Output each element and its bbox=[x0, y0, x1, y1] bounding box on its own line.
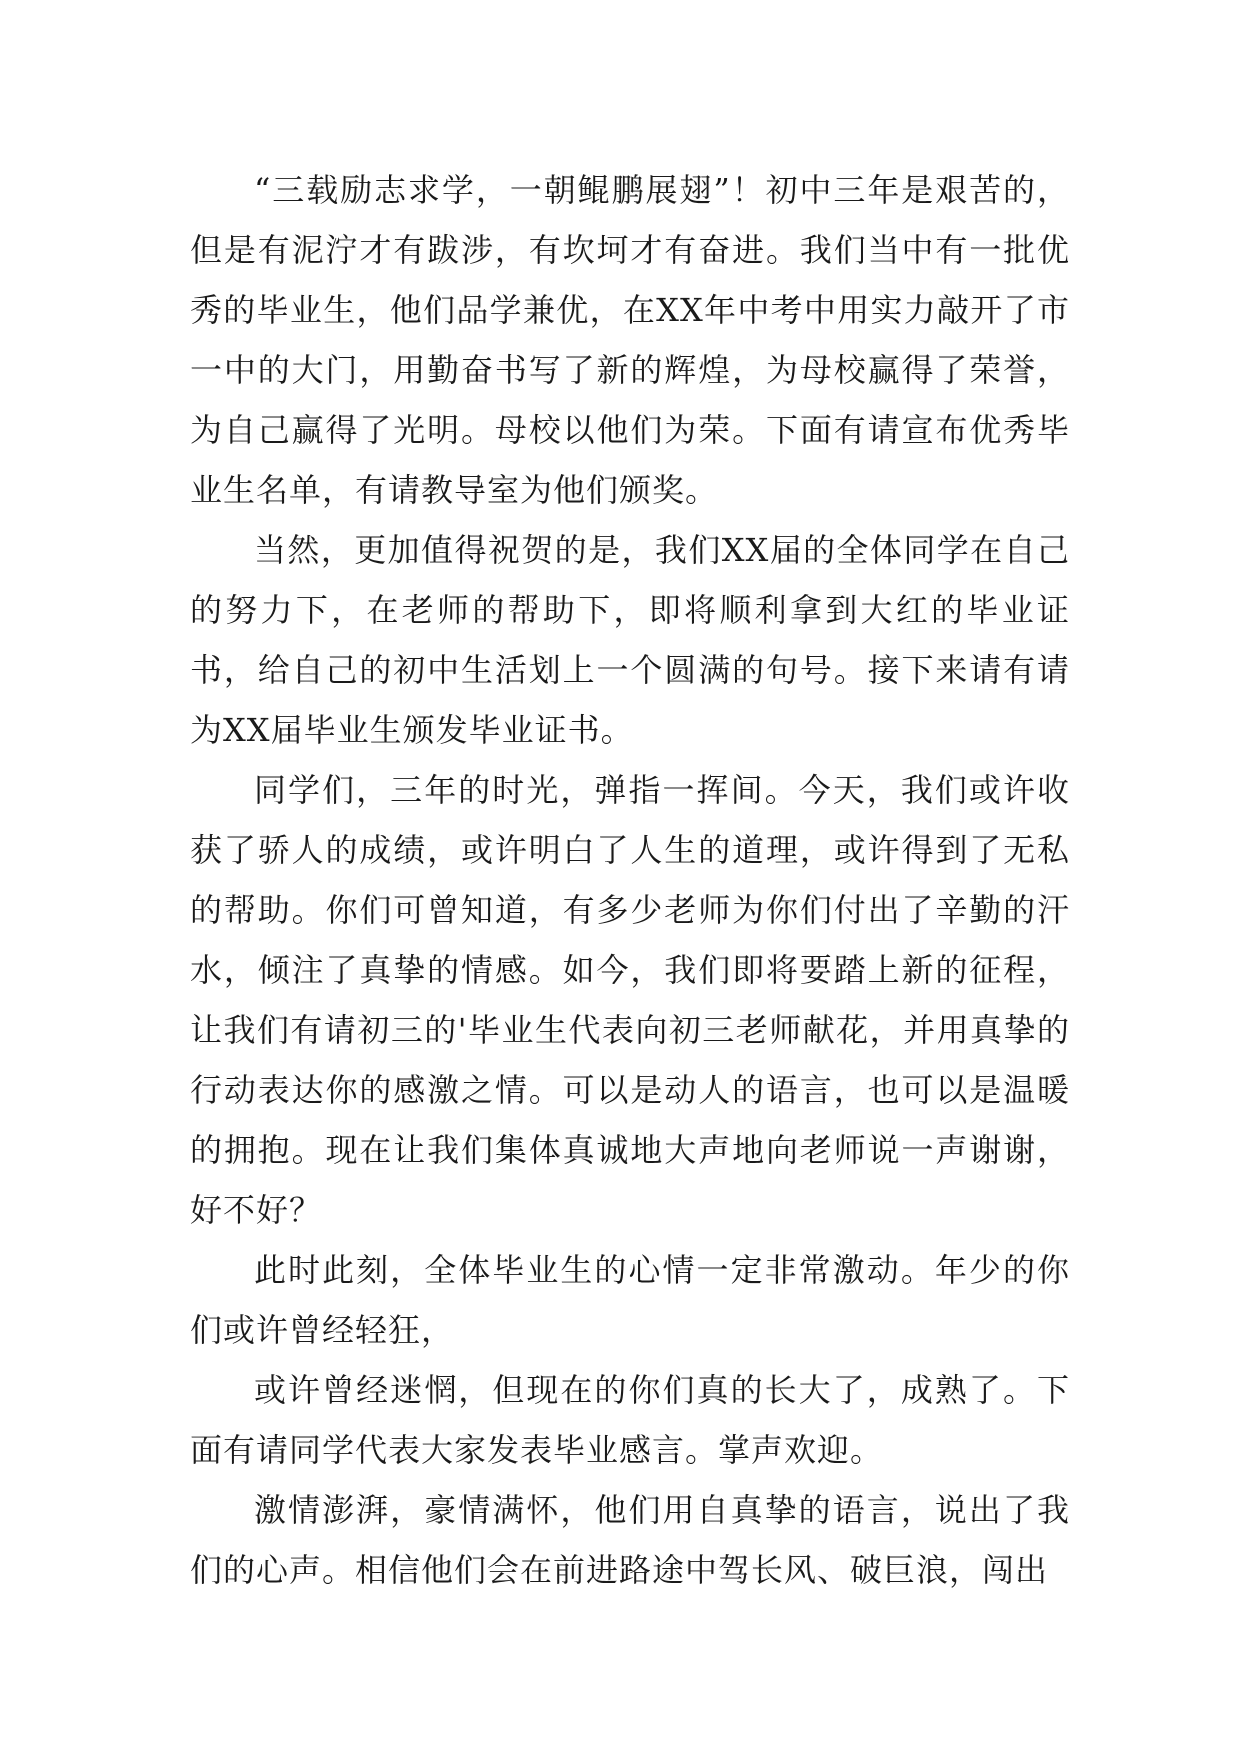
paragraph-3: 同学们，三年的时光，弹指一挥间。今天，我们或许收获了骄人的成绩，或许明白了人生的道理，或许得到了无私的帮助。你们可曾知道，有多少老师为你们付出了辛勤的汗水，倾注了真挚的情感。如今，我们即将要踏上新的征程，让我们有请初三的'毕业生代表向初三老师献花，并用真挚的行动表达你的感激之情。可以是动人的语言，也可以是温暖的拥抱。现在让我们集体真诚地大声地向老师说一声谢谢，好不好？ bbox=[190, 771, 1070, 1229]
paragraph-5: 或许曾经迷惘，但现在的你们真的长大了，成熟了。下面有请同学代表大家发表毕业感言。掌声欢迎。 bbox=[190, 1371, 1070, 1469]
paragraph-1: “三载励志求学，一朝鲲鹏展翅”！初中三年是艰苦的，但是有泥泞才有跋涉，有坎坷才有奋进。我们当中有一批优秀的毕业生，他们品学兼优，在XX年中考中用实力敲开了市一中的大门，用勤奋书写了新的辉煌，为母校赢得了荣誉，为自己赢得了光明。母校以他们为荣。下面有请宣布优秀毕业生名单，有请教导室为他们颁奖。 bbox=[190, 171, 1070, 509]
paragraph-6: 激情澎湃，豪情满怀，他们用自真挚的语言，说出了我们的心声。相信他们会在前进路途中驾长风、破巨浪，闯出 bbox=[190, 1491, 1070, 1589]
paragraph-4: 此时此刻，全体毕业生的心情一定非常激动。年少的你们或许曾经轻狂， bbox=[190, 1251, 1070, 1349]
paragraph-2: 当然，更加值得祝贺的是，我们XX届的全体同学在自己的努力下，在老师的帮助下，即将顺利拿到大红的毕业证书，给自己的初中生活划上一个圆满的句号。接下来请有请为XX届毕业生颁发毕业证书。 bbox=[190, 531, 1070, 749]
document-body bbox=[190, 160, 1070, 1600]
